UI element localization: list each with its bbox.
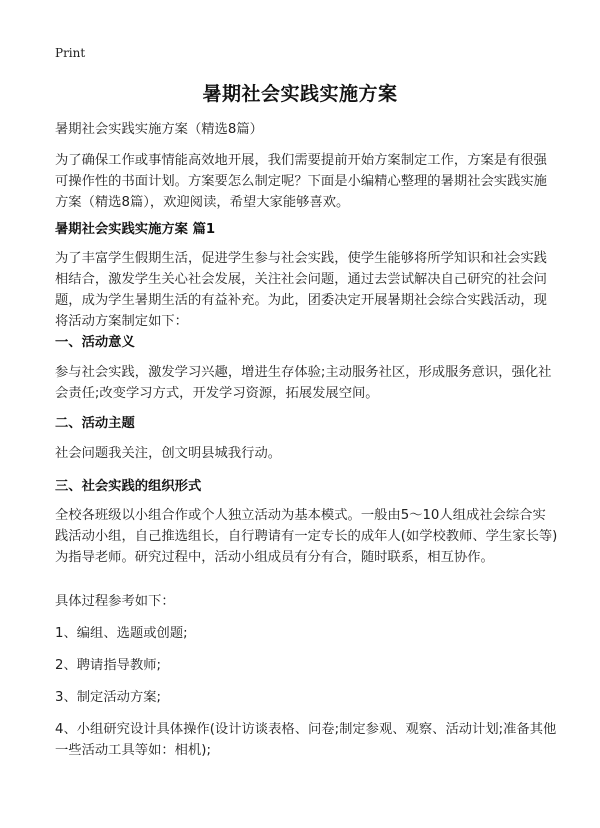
heading-organization-form: 三、社会实践的组织形式 [55,479,202,494]
heading-activity-significance: 一、活动意义 [55,335,135,350]
paragraph-organization-form: 全校各班级以小组合作或个人独立活动为基本模式。一般由5～10人组成社会综合实践活动小组，自己推选组长，自行聘请有一定专长的成年人(如学校教师、学生家长等)为指导老师。研究过程中，活动小组成员有分有合，随时联系，相互协作。 [55,508,558,565]
section-heading-1: 暑期社会实践实施方案 篇1 [55,222,216,237]
list-item-step-1: 1、编组、选题或创题; [55,626,188,641]
list-item-step-4: 4、小组研究设计具体操作(设计访谈表格、问卷;制定参观、观察、活动计划;准备其他一些活动工具等如：相机); [55,722,557,758]
list-item-step-3: 3、制定活动方案; [55,690,162,705]
paragraph-activity-theme: 社会问题我关注，创文明县城我行动。 [55,446,282,461]
heading-activity-theme: 二、活动主题 [55,416,135,431]
intro-paragraph: 为了确保工作或事情能高效地开展，我们需要提前开始方案制定工作，方案是有很强可操作性的书面计划。方案要怎么制定呢？下面是小编精心整理的暑期社会实践实施方案（精选8篇），欢迎阅读，希望大家能够喜欢。 [55,153,547,210]
list-item-step-2: 2、聘请指导教师; [55,658,162,673]
section-body-1: 为了丰富学生假期生活，促进学生参与社会实践，使学生能够将所学知识和社会实践相结合，激发学生关心社会发展，关注社会问题，通过去尝试解决自己研究的社会问题，成为学生暑期生活的有益补充。为此，团委决定开展暑期社会综合实践活动，现将活动方案制定如下： [55,251,547,329]
subtitle: 暑期社会实践实施方案（精选8篇） [55,122,263,137]
process-intro: 具体过程参考如下： [55,594,175,609]
page-title: 暑期社会实践实施方案 [202,83,398,105]
print-link[interactable]: Print [55,46,86,60]
paragraph-activity-significance: 参与社会实践，激发学习兴趣，增进生存体验;主动服务社区，形成服务意识，强化社会责任;改变学习方式，开发学习资源，拓展发展空间。 [55,365,552,401]
